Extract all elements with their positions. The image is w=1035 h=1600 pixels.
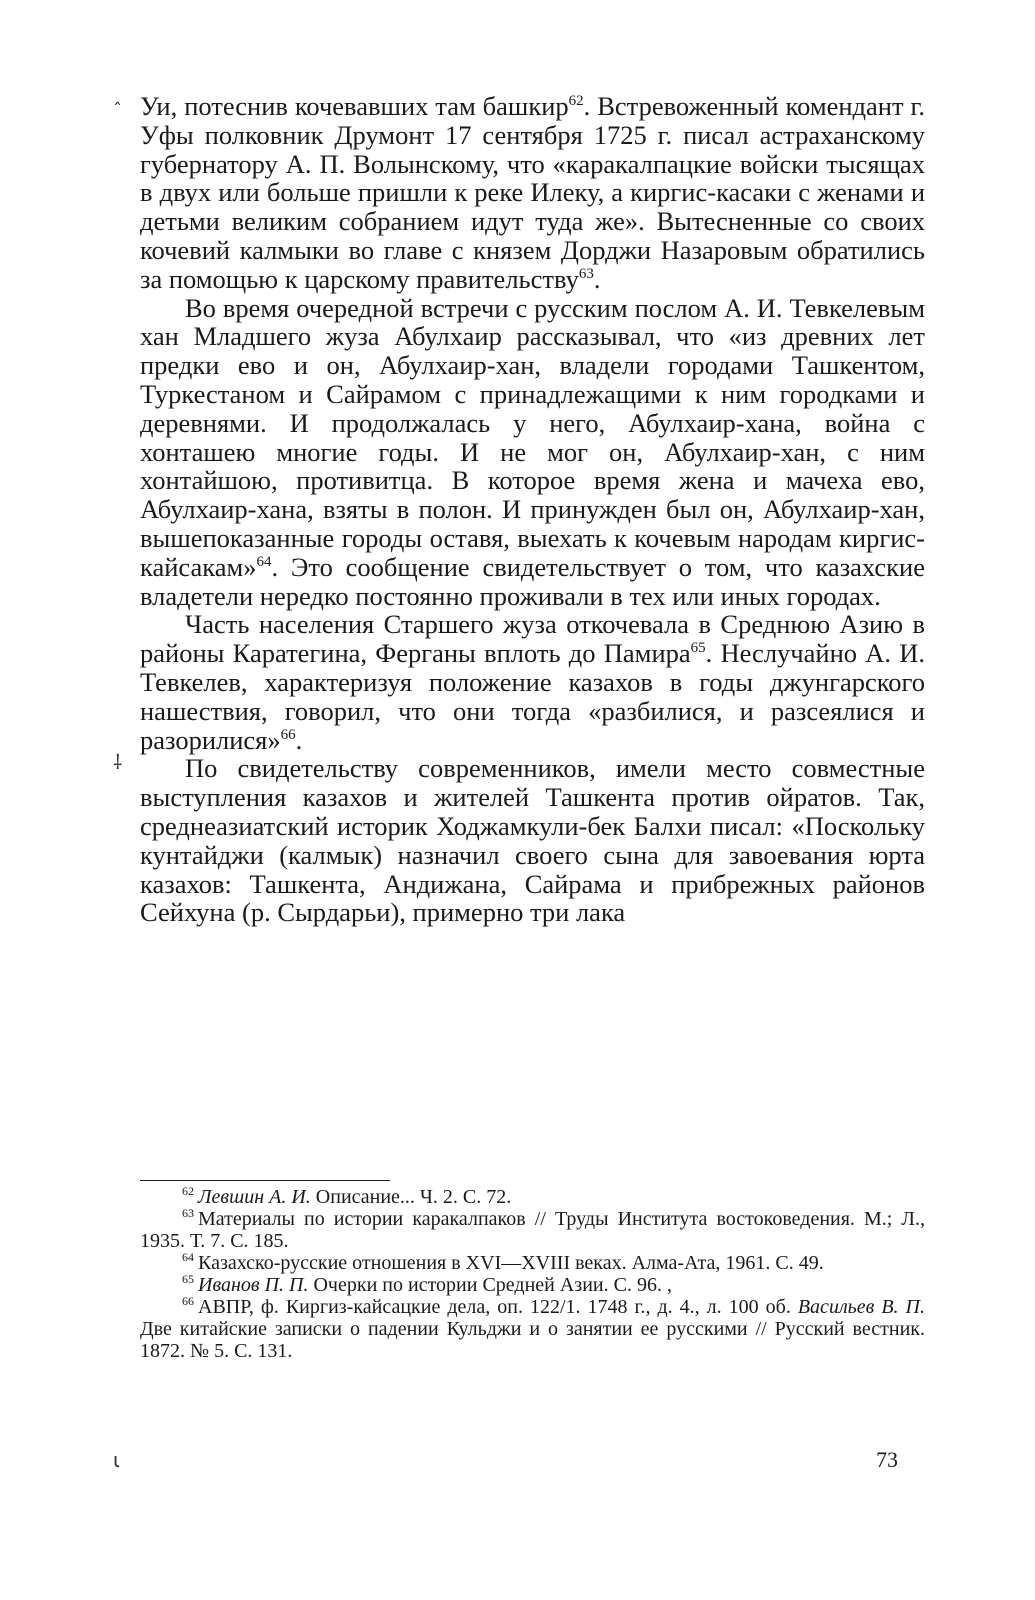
body-text — [140, 92, 925, 927]
margin-mark-top: ˆ — [113, 100, 122, 121]
footnote-number: 66 — [182, 1294, 194, 1309]
paragraph — [140, 610, 925, 754]
paragraph — [140, 294, 925, 611]
paragraph — [140, 92, 925, 294]
footnote-text: Описание... Ч. 2. С. 72. — [310, 1186, 512, 1208]
text-run: . Встревоженный комендант г. Уфы полковник Друмонт 17 сентября 1725 г. писал астраханскому губернатору А. П. Волынскому, что «каракалпацкие войски тысящах в двух или больше пришли к реке Илеку, а киргис-касаки с женами и детьми великим собранием идут туда же». Вытесненные со своих кочевий калмыки во главе с князем Дорджи Назаровым обратились за помощью к царскому правительству — [140, 91, 926, 294]
page-number: 73 — [876, 1447, 898, 1472]
margin-mark-middle: ⸸ — [113, 750, 123, 774]
footnote-separator — [140, 1180, 390, 1181]
footnote-ref: 62 — [568, 93, 584, 110]
text-run: . — [295, 724, 303, 755]
footnote-ref: 65 — [690, 640, 706, 657]
footnote-number: 62 — [182, 1184, 194, 1199]
footnote-ref: 64 — [256, 553, 272, 570]
paragraph — [140, 754, 925, 927]
footnote — [140, 1296, 925, 1362]
footnote-number: 63 — [182, 1206, 194, 1221]
text-run: . Это сообщение свидетельствует о том, что казахские владетели нередко постоянно проживали в тех или иных городах. — [140, 551, 925, 611]
footnote-text: Очерки по истории Средней Азии. С. 96. , — [308, 1274, 672, 1296]
text-run: Во время очередной встречи с русским послом А. И. Тевкелевым хан Младшего жуза Абулхаир рассказывал, что «из древних лет предки ево и он, Абулхаир-хан, владели городами Ташкентом, Туркестаном и Сайрамом с принадлежащими к ним городками и деревнями. И продолжалась у него, Абулхаир-хана, война с хонташею многие годы. И не мог он, Абулхаир-хан, с ним хонтайшою, противитца. В которое время жена и мачеха ево, Абулхаир-хана, взяты в полон. И принужден был он, Абулхаир-хан, вышепоказанные городы оставя, выехать к кочевым народам киргис-кайсакам» — [140, 292, 925, 582]
footnote-text: Две китайские записки о падении Кульджи и о занятии ее русскими // Русский вестник. 1872. № 5. С. 131. — [140, 1318, 925, 1362]
text-run: Уи, потеснив кочевавших там башкир — [140, 91, 569, 121]
footnotes — [140, 1186, 925, 1362]
footnote-text: Казахско-русские отношения в XVI—XVIII веках. Алма-Ата, 1961. С. 49. — [198, 1252, 824, 1274]
text-run: . — [593, 263, 601, 294]
footnote-ref: 63 — [578, 265, 594, 282]
margin-mark-bottom: ι — [113, 1448, 120, 1472]
text-run: По свидетельству современников, имели место совместные выступления казахов и жителей Ташкента против ойратов. Так, среднеазиатский историк Ходжамкули-бек Балхи писал: «Поскольку кунтайджи (калмык) назначил своего сына для завоевания юрта казахов: Ташкента, Андижана, Сайрама и прибрежных районов Сейхуна (р. Сырдарьи), примерно три лака — [140, 753, 925, 928]
footnote — [140, 1208, 925, 1252]
footnote-text: АВПР, ф. Киргиз-кайсацкие дела, оп. 122/1. 1748 г., д. 4., л. 100 об. — [198, 1296, 798, 1318]
footnote-text: Материалы по истории каракалпаков // Труды Института востоковедения. М.; Л., 1935. Т. 7. С. 185. — [140, 1208, 925, 1252]
text-run: Часть населения Старшего жуза откочевала в Среднюю Азию в районы Каратегина, Ферганы вплоть до Памира — [140, 609, 925, 669]
footnote-number: 65 — [182, 1272, 194, 1287]
footnote — [140, 1252, 925, 1274]
footnote-ref: 66 — [280, 726, 296, 743]
footnote — [140, 1274, 925, 1296]
author-name: Васильев В. П. — [797, 1296, 925, 1318]
footnote — [140, 1186, 925, 1208]
footnote-number: 64 — [182, 1250, 194, 1265]
text-run: . Неслучайно А. И. Тевкелев, характеризуя положение казахов в годы джунгарского нашествия, говорил, что они тогда «разбилися, и разсеялися и разорилися» — [140, 638, 925, 755]
author-name: Левшин А. И. — [198, 1186, 311, 1208]
author-name: Иванов П. П. — [198, 1274, 309, 1296]
